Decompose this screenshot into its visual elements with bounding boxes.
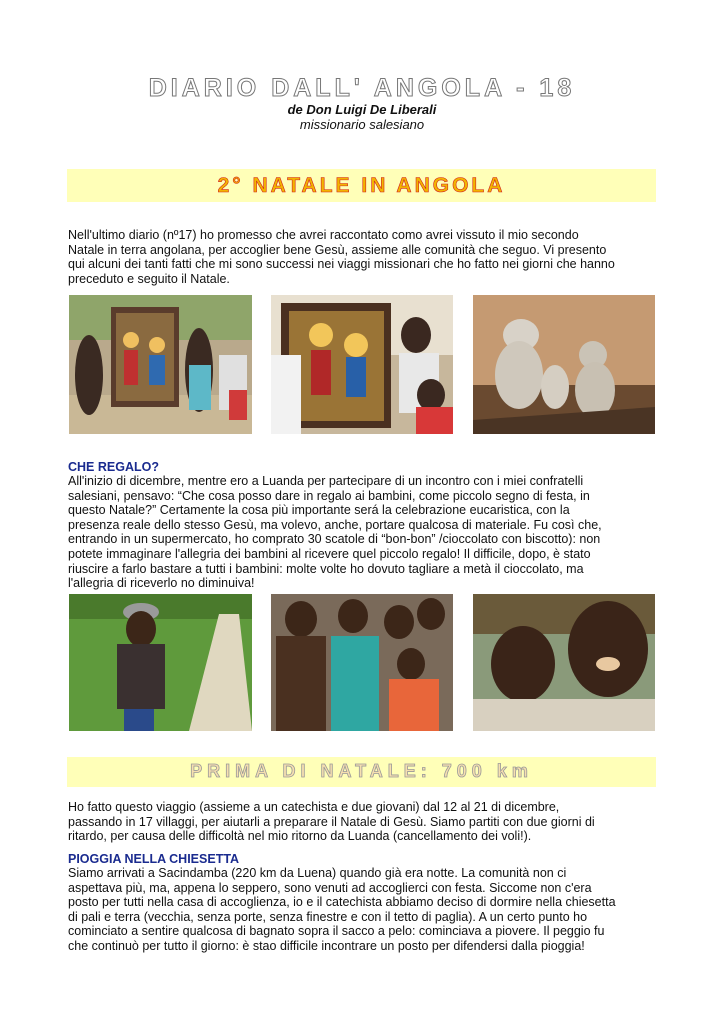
series-title: DIARIO DALL' ANGOLA - 18 [148,74,576,102]
photo-boy-field [69,594,252,731]
author-role: missionario salesiano [299,117,425,132]
photo-children-nativity [271,295,453,434]
main-title-banner [67,169,656,202]
text-line: Nell'ultimo diario (nº17) ho promesso che avrei raccontato como avrei vissuto il mio secondo [68,228,579,242]
text-line: posto per tutti nella casa di accoglienza, io e il catechista abbiamo deciso di dormire nella chiesetta [68,895,616,910]
text-line: preceduto e seguito il Natale. [68,271,230,286]
text-line: All'inizio di dicembre, mentre ero a Luanda per partecipare di un incontro con i miei confratelli [68,474,584,488]
text-line: Ho fatto questo viaggio (assieme a un catechista e due giovani) dal 12 al 21 di dicembre, [68,800,560,814]
text-line: questo Natale?” Certamente la cosa più importante será la celebrazione eucaristica, con la [68,503,570,518]
text-line: salesiani, pensavo: “Che cosa posso dare in regalo ai bambini, come piccolo segno di festa, in [68,488,590,503]
photo-group-children [271,594,453,731]
intro-paragraph [68,228,660,286]
pioggia-paragraph [68,866,660,954]
text-line: entrando in un supermercato, ho comprato 30 scatole di “bon-bon” /cioccolato con biscotto): non [68,532,601,547]
section-heading-regalo: CHE REGALO? [68,460,159,474]
text-line: qui alcuni dei tanti fatti che mi sono successi nei viaggi missionari che ho fatto nei giorni che hanno [68,257,615,272]
main-title: 2° NATALE IN ANGOLA [217,174,506,197]
regalo-paragraph [68,474,660,591]
photo-children-eating [473,594,655,731]
text-line: riuscire a farlo bastare a tutti i bambini: molte volte ho dovuto tagliare a metà il cioccolato, ma [68,561,584,576]
photo-nativity-cloth [69,295,252,434]
photo-clay-figures [473,295,655,434]
second-title-banner [67,757,656,787]
text-line: cominciato a sentire qualcosa di bagnato sopra il sacco a pelo: cominciava a piovere. Il peggio fu [68,924,605,939]
text-line: Natale in terra angolana, per accoglier bene Gesù, assieme alle comunità che seguo. Vi presento [68,242,607,257]
text-line: ritardo, per causa delle difficoltà nel mio ritorno da Luanda (cancellamento dei voli!). [68,829,532,844]
text-line: l'allegria di riceverlo no diminuiva! [68,576,255,591]
author-name: de Don Luigi De Liberali [287,102,437,117]
text-line: aspettava più, ma, appena lo seppero, sono venuti ad accoglierci con festa. Siccome non c'era [68,880,592,895]
text-line: che continuò per tutto il giorno: è stao difficile incontrare un posto per difendersi dalla pioggia! [68,938,585,953]
second-title: PRIMA DI NATALE: 700 km [190,761,533,781]
text-line: passando in 17 villaggi, per aiutarli a preparare il Natale di Gesù. Siamo partiti con due giorni di [68,814,595,829]
viaggio-paragraph [68,800,660,844]
text-line: potete immaginare l'allegria dei bambini al ricevere quel piccolo regalo! Il difficile, dopo, è stato [68,546,591,561]
text-line: Siamo arrivati a Sacindamba (220 km da Luena) quando già era notte. La comunità non ci [68,866,567,880]
section-heading-pioggia: PIOGGIA NELLA CHIESETTA [68,852,240,866]
text-line: di pali e terra (vecchia, senza porte, senza finestre e con il tetto di paglia). A un certo punto ho [68,909,588,924]
text-line: presenza reale dello stesso Gesù, ma volevo, anche, portare qualcosa di materiale. Fu così che, [68,517,602,532]
